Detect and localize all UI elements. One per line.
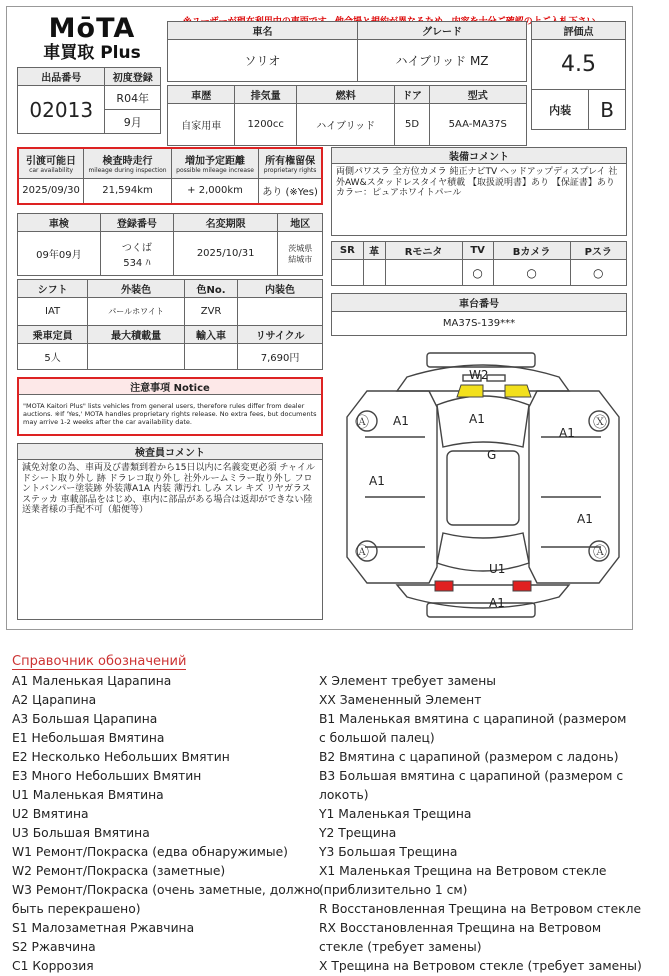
interior-label: 内装 <box>532 90 589 130</box>
mark-a1-hood: A1 <box>469 412 485 426</box>
recycle-label: リサイクル <box>238 326 323 344</box>
legend-item: Y2 Трещина <box>319 826 397 840</box>
model-label: 型式 <box>429 86 526 104</box>
legend <box>12 650 662 973</box>
legend-item: W1 Ремонт/Покраска (едва обнаружимые) <box>12 845 288 859</box>
color-no-value: ZVR <box>185 298 238 326</box>
legend-item: A3 Большая Царапина <box>12 712 158 726</box>
availability-table <box>17 147 323 205</box>
legend-item: U1 Маленькая Вмятина <box>12 788 164 802</box>
ext-color-value: パールホワイト <box>88 298 185 326</box>
plate-value: つくば 534 ﾊ <box>100 232 173 276</box>
shift-label: シフト <box>18 280 88 298</box>
equipment-text: 両側パワスラ 全方位カメラ 純正ナビTV ヘッドアップディスプレイ 社外AW&スタッドレスタイヤ積載 【取扱説明書】あり 【保証書】あり カラー：ピュアホワイトパール <box>332 164 627 236</box>
legend-item: U2 Вмятина <box>12 807 89 821</box>
legend-left-column <box>12 672 320 976</box>
chassis-label: 車台番号 <box>332 294 627 312</box>
svg-text:Ⓐ: Ⓐ <box>355 545 369 561</box>
legend-item: C1 Коррозия <box>12 959 94 973</box>
option-value: ○ <box>570 260 626 286</box>
legend-right-column <box>319 672 642 976</box>
max-load-value <box>88 344 185 370</box>
option-value <box>363 260 385 286</box>
shaken-label: 車検 <box>18 214 101 232</box>
legend-item: (приблизительно 1 см) <box>319 883 468 897</box>
svg-text:Ⓐ: Ⓐ <box>355 415 369 431</box>
car-name-label: 車名 <box>168 22 358 40</box>
grade: ハイブリッド MZ <box>358 40 527 82</box>
lot-value: 02013 <box>18 86 105 134</box>
name-change-value: 2025/10/31 <box>173 232 278 276</box>
legend-item: S2 Ржавчина <box>12 940 96 954</box>
inspection-table <box>17 213 323 276</box>
option-label: 革 <box>363 242 385 260</box>
legend-item: S1 Малозаметная Ржавчина <box>12 921 195 935</box>
shaken-value: 09年09月 <box>18 232 101 276</box>
legend-item: X Трещина на Ветровом стекле (требует замены) <box>319 959 642 973</box>
chassis-table <box>331 293 627 336</box>
mark-a1-rear: A1 <box>489 596 505 610</box>
legend-item: R Восстановленная Трещина на Ветровом стекле <box>319 902 642 916</box>
fuel-value: ハイブリッド <box>296 104 395 146</box>
doors-value: 5D <box>395 104 429 146</box>
logo-line2: 車買取 Plus <box>43 43 141 63</box>
history-label: 車歴 <box>168 86 235 104</box>
notice-text: "MOTA Kaitori Plus" lists vehicles from general users, therefore rules differ from dealer auctions. ※If 'Yes,' MOTA handles proprietary rights release. No extra fees, but documents may arrive 1-2 weeks after the car availability date. <box>18 395 322 435</box>
option-value: ○ <box>462 260 493 286</box>
legend-item: B3 Большая вмятина с царапиной (размером с <box>319 769 624 783</box>
inspector-table <box>17 443 323 620</box>
max-load-label: 最大積載量 <box>88 326 185 344</box>
int-color-label: 内装色 <box>238 280 323 298</box>
options-table <box>331 241 627 286</box>
legend-item: W2 Ремонт/Покраска (заметные) <box>12 864 226 878</box>
mark-w2: W2 <box>469 368 489 382</box>
legend-item: XX Замененный Элемент <box>319 693 482 707</box>
reg-label: 初度登録 <box>105 68 161 86</box>
car-damage-diagram <box>337 347 629 623</box>
avail-value: 2025/09/30 <box>18 178 84 204</box>
doors-label: ドア <box>395 86 429 104</box>
svg-text:Ⓐ: Ⓐ <box>593 545 607 561</box>
legend-item: A2 Царапина <box>12 693 97 707</box>
region-value: 茨城県 結城市 <box>278 232 323 276</box>
chassis-value: MA37S-139*** <box>332 312 627 336</box>
legend-item: X1 Маленькая Трещина на Ветровом стекле <box>319 864 607 878</box>
option-label: Bカメラ <box>493 242 570 260</box>
reg-year: R04年 <box>105 86 161 110</box>
legend-item: B2 Вмятина с царапиной (размером с ладонь) <box>319 750 619 764</box>
interior-value: B <box>589 90 626 130</box>
mark-a1-right-front: A1 <box>559 426 575 440</box>
ext-color-label: 外装色 <box>88 280 185 298</box>
equipment-label: 装備コメント <box>332 148 627 164</box>
plate-label: 登録番号 <box>100 214 173 232</box>
mark-u1: U1 <box>489 562 506 576</box>
inspector-label: 検査員コメント <box>18 444 323 460</box>
shift-value: IAT <box>18 298 88 326</box>
specs-table <box>17 279 323 370</box>
history-table <box>167 85 527 146</box>
increase-label: 増加予定距離 possible mileage increase <box>171 148 258 178</box>
option-value <box>332 260 364 286</box>
increase-value: + 2,000km <box>171 178 258 204</box>
option-label: Rモニタ <box>385 242 462 260</box>
displacement-value: 1200cc <box>235 104 297 146</box>
int-color-value <box>238 298 323 326</box>
avail-label: 引渡可能日 car availability <box>18 148 84 178</box>
legend-item: X Элемент требует замены <box>319 674 496 688</box>
legend-item: с большой палец) <box>319 731 435 745</box>
name-change-label: 名変期限 <box>173 214 278 232</box>
option-value: ○ <box>493 260 570 286</box>
capacity-label: 乗車定員 <box>18 326 88 344</box>
mark-a1-right-side: A1 <box>577 512 593 526</box>
option-label: SR <box>332 242 364 260</box>
legend-item: Y3 Большая Трещина <box>319 845 458 859</box>
color-no-label: 色No. <box>185 280 238 298</box>
recycle-value: 7,690円 <box>238 344 323 370</box>
history-value: 自家用車 <box>168 104 235 146</box>
svg-text:Ⓧ: Ⓧ <box>593 415 607 431</box>
mota-logo <box>37 15 147 67</box>
mark-a1-left-side: A1 <box>369 474 385 488</box>
score-table <box>531 21 626 130</box>
mileage-value: 21,594km <box>84 178 172 204</box>
mark-a1-left-front: A1 <box>393 414 409 428</box>
legend-item: B1 Маленькая вмятина с царапиной (размером <box>319 712 627 726</box>
logo-line1: MōTA <box>48 13 136 44</box>
import-value <box>185 344 238 370</box>
model-value: 5AA-MA37S <box>429 104 526 146</box>
inspector-text: 減免対象の為、車両及び書類到着から15日以内に名義変更必須 チャイルドシート取り外し 跡 ドラレコ取り外し 社外ルームミラー取り外し フロントバンパー塗装跡 外装薄A1A 内装 薄汚れ しみ スレ キズ リヤガラスステッカ 車載部品をはじめ、車内に部品がある場合は返却ができない陸送業者様の手配不可（船便等） <box>18 460 323 620</box>
reg-month: 9月 <box>105 110 161 134</box>
equipment-table <box>331 147 627 236</box>
option-value <box>385 260 462 286</box>
score-label: 評価点 <box>532 22 626 40</box>
fuel-label: 燃料 <box>296 86 395 104</box>
legend-item: E1 Небольшая Вмятина <box>12 731 165 745</box>
legend-item: W3 Ремонт/Покраска (очень заметные, должно <box>12 883 321 897</box>
legend-item: Y1 Маленькая Трещина <box>319 807 472 821</box>
rights-label: 所有権留保 proprietary rights <box>259 148 322 178</box>
rights-value: あり (※Yes) <box>259 178 322 204</box>
capacity-value: 5人 <box>18 344 88 370</box>
option-label: TV <box>462 242 493 260</box>
auction-sheet <box>6 6 633 630</box>
mark-g: G <box>487 448 497 462</box>
lot-label: 出品番号 <box>18 68 105 86</box>
legend-item: RX Восстановленная Трещина на Ветровом <box>319 921 602 935</box>
car-table <box>167 21 527 82</box>
lot-table <box>17 67 161 134</box>
region-label: 地区 <box>278 214 323 232</box>
grade-label: グレード <box>358 22 527 40</box>
legend-item: E2 Несколько Небольших Вмятин <box>12 750 230 764</box>
mileage-label: 検査時走行 mileage during inspection <box>84 148 172 178</box>
import-label: 輸入車 <box>185 326 238 344</box>
notice-table <box>17 377 323 436</box>
notice-label: 注意事項 Notice <box>18 378 322 395</box>
car-name: ソリオ <box>168 40 358 82</box>
legend-item: локоть) <box>319 788 369 802</box>
legend-item: U3 Большая Вмятина <box>12 826 150 840</box>
option-label: Pスラ <box>570 242 626 260</box>
legend-title: Справочник обозначений <box>12 654 187 669</box>
legend-item: E3 Много Небольших Вмятин <box>12 769 202 783</box>
legend-item: быть перекрашено) <box>12 902 141 916</box>
displacement-label: 排気量 <box>235 86 297 104</box>
legend-item: A1 Маленькая Царапина <box>12 674 172 688</box>
score-value: 4.5 <box>532 40 626 90</box>
legend-item: стекле (требует замены) <box>319 940 482 954</box>
